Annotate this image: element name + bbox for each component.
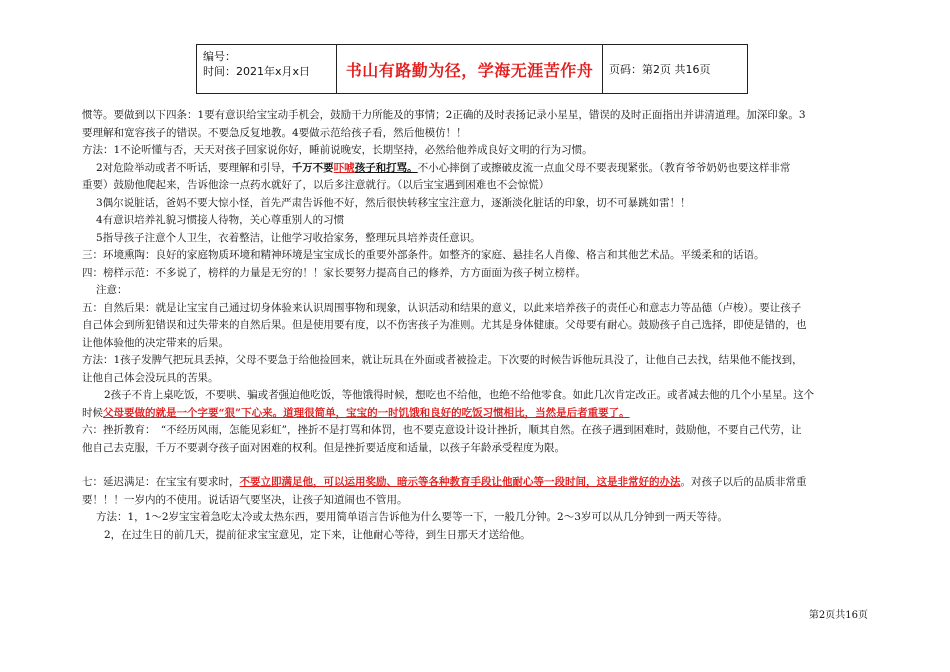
text-line: 他自己去克服，千万不要剥夺孩子面对困难的权利。但是挫折要适度和适量，以孩子年龄承受程度为限。 bbox=[82, 441, 565, 454]
text-line: 自己体会到所犯错误和过失带来的自然后果。但是使用要有度，以不伤害孩子为准则。尤其是身体健康。父母要有耐心。鼓励孩子自己选择，即使是错的，也 bbox=[82, 319, 807, 331]
text-line: 2孩子不肯上桌吃饭，不要哄、骗或者强迫他吃饭，等他饿得时候，想吃也不给他，也绝不给他零食。如此几次肯定改正。或者减去他的几个小星星。这个 bbox=[104, 389, 815, 401]
time-label: 时间：2021年x月x日 bbox=[203, 65, 311, 78]
page-footer: 第2页共16页 bbox=[808, 610, 868, 621]
header-motto: 书山有路勤为径，学海无涯苦作舟 bbox=[337, 45, 603, 93]
text-run: 2对危险举动或者不听话，要理解和引导， bbox=[96, 161, 292, 174]
highlighted-text: 父母要做的就是一个字要“狠”下心来。道理很简单，宝宝的一时饥饿和良好的吃饭习惯相比，当然是后者重要了。 bbox=[103, 406, 630, 419]
text-line: 三：环境熏陶：良好的家庭物质环境和精神环境是宝宝成长的重要外部条件。如整齐的家庭、悬挂名人肖像、格言和其他艺术品。平缓柔和的话语。 bbox=[82, 249, 765, 261]
text-line: 4有意识培养礼貌习惯接人待物，关心尊重别人的习惯 bbox=[96, 214, 345, 226]
bold-text: 孩子和打骂。 bbox=[354, 161, 418, 174]
text-line bbox=[82, 405, 872, 423]
text-line: 3偶尔说脏话，爸妈不要大惊小怪，首先严肃告诉他不好，然后很快转移宝宝注意力，逐渐淡化脏话的印象，切不可暴跳如雷！！ bbox=[96, 196, 691, 209]
text-line: 注意： bbox=[96, 284, 128, 296]
page-header bbox=[196, 44, 748, 94]
bold-text: 千万不要 bbox=[291, 161, 334, 174]
text-line: 让他自己体会没玩具的苦果。 bbox=[82, 371, 219, 384]
text-line bbox=[82, 160, 872, 178]
highlighted-text: 吓唬 bbox=[333, 161, 355, 174]
text-line: 要理解和宽容孩子的错误。不要急反复地教。4要做示范给孩子看，然后他模仿！！ bbox=[82, 126, 467, 139]
document-body bbox=[82, 107, 872, 544]
text-line: 5指导孩子注意个人卫生，衣着整洁，让他学习收拾家务，整理玩具培养责任意识。 bbox=[96, 231, 481, 244]
text-line bbox=[82, 474, 872, 492]
text-line: 让他体验他的决定带来的后果。 bbox=[82, 336, 229, 349]
number-label: 编号： bbox=[203, 50, 236, 63]
text-line: 惯等。要做到以下四条：1要有意识给宝宝动手机会，鼓励干力所能及的事情；2正确的及时表扬记录小星星，错误的及时正面指出并讲清道理。加深印象。3 bbox=[82, 109, 806, 121]
text-run: 不小心摔倒了或擦破皮流一点血父母不要表现紧张。（教育爷爷奶奶也要这样非常 bbox=[417, 161, 791, 174]
text-run: 。对孩子以后的品质非常重 bbox=[680, 476, 807, 488]
text-line: 方法：1，1～2岁宝宝着急吃太冷或太热东西，要用简单语言告诉他为什么要等一下，一般几分钟。2～3岁可以从几分钟到一两天等待。 bbox=[96, 511, 728, 523]
text-line: 2，在过生日的前几天，提前征求宝宝意见，定下来，让他耐心等待，到生日那天才送给他。 bbox=[104, 528, 531, 541]
text-line: 重要）鼓励他爬起来，告诉他涂一点药水就好了，以后多注意就行。（以后宝宝遇到困难也不会惊慌） bbox=[82, 179, 550, 191]
text-line: 方法：1不论听懂与否，天天对孩子回家说你好，睡前说晚安，长期坚持，必然给他养成良好文明的行为习惯。 bbox=[82, 144, 593, 156]
text-run: 七：延迟满足：在宝宝有要求时， bbox=[82, 476, 240, 488]
header-meta bbox=[197, 45, 337, 93]
spacer bbox=[82, 457, 872, 474]
text-run: 时候 bbox=[82, 406, 103, 419]
header-page-info: 页码：第2页 共16页 bbox=[609, 63, 711, 76]
text-line: 四：榜样示范：不多说了，榜样的力量是无穷的！！家长要努力提高自己的修养，方方面面为孩子树立榜样。 bbox=[82, 266, 586, 279]
text-line: 六：挫折教育： “不经历风雨，怎能见彩虹”，挫折不是打骂和体罚，也不要克意设计设计挫折，顺其自然。在孩子遇到困难时，鼓励他，不要自己代劳，让 bbox=[82, 424, 802, 436]
text-line: 五：自然后果：就是让宝宝自己通过切身体验来认识周围事物和现象，认识活动和结果的意义，以此来培养孩子的责任心和意志力等品德（卢梭）。要让孩子 bbox=[82, 301, 802, 314]
highlighted-text: 不要立即满足他，可以运用奖励、暗示等各种教育手段让他耐心等一段时间，这是非常好的办法 bbox=[239, 476, 681, 488]
text-line: 要！！！一岁内的不使用。说话语气要坚决，让孩子知道闹也不管用。 bbox=[82, 493, 408, 506]
text-line: 方法：1孩子发脾气把玩具丢掉，父母不要急于给他捡回来，就让玩具在外面或者被捡走。下次要的时候告诉他玩具没了，让他自己去找，结果他不能找到， bbox=[82, 354, 803, 366]
